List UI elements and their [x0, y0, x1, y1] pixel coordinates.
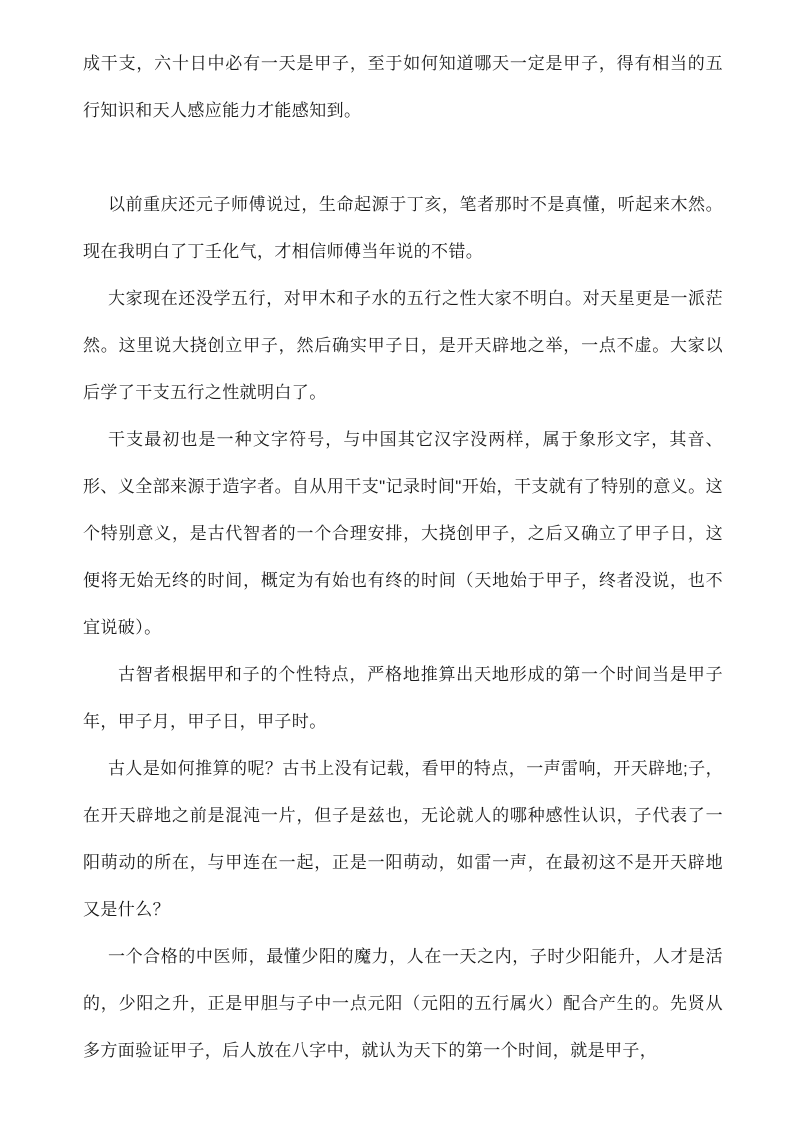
blank-line: [83, 134, 723, 181]
paragraph-4: 干支最初也是一种文字符号，与中国其它汉字没两样，属于象形文字，其音、形、义全部来源于造字者。自从用干支"记录时间"开始，干支就有了特别的意义。这个特别意义，是古代智者的一个合理安排，大挠创甲子，之后又确立了甲子日，这便将无始无终的时间，概定为有始也有终的时间（天地始于甲子，终者没说，也不宜说破）。: [83, 430, 723, 637]
paragraph-7: 一个合格的中医师，最懂少阳的魔力，人在一天之内，子时少阳能升，人才是活的，少阳之升，正是甲胆与子中一点元阳（元阳的五行属火）配合产生的。先贤从多方面验证甲子，后人放在八字中，就认为天下的第一个时间，就是甲子，: [83, 947, 723, 1060]
paragraph-5: 古智者根据甲和子的个性特点，严格地推算出天地形成的第一个时间当是甲子年，甲子月，甲子日，甲子时。: [83, 665, 723, 731]
paragraph-6: 古人是如何推算的呢？古书上没有记载，看甲的特点，一声雷响，开天辟地;子，在开天辟地之前是混沌一片，但子是兹也，无论就人的哪种感性认识，子代表了一阳萌动的所在，与甲连在一起，正是一阳萌动，如雷一声，在最初这不是开天辟地又是什么？: [83, 759, 723, 919]
paragraph-1: 成干支，六十日中必有一天是甲子，至于如何知道哪天一定是甲子，得有相当的五行知识和天人感应能力才能感知到。: [83, 54, 723, 120]
paragraph-2: 以前重庆还元子师傅说过，生命起源于丁亥，笔者那时不是真懂，听起来木然。现在我明白了丁壬化气，才相信师傅当年说的不错。: [83, 195, 723, 261]
paragraph-3: 大家现在还没学五行，对甲木和子水的五行之性大家不明白。对天星更是一派茫然。这里说大挠创立甲子，然后确实甲子日，是开天辟地之举，一点不虚。大家以后学了干支五行之性就明白了。: [83, 289, 723, 402]
